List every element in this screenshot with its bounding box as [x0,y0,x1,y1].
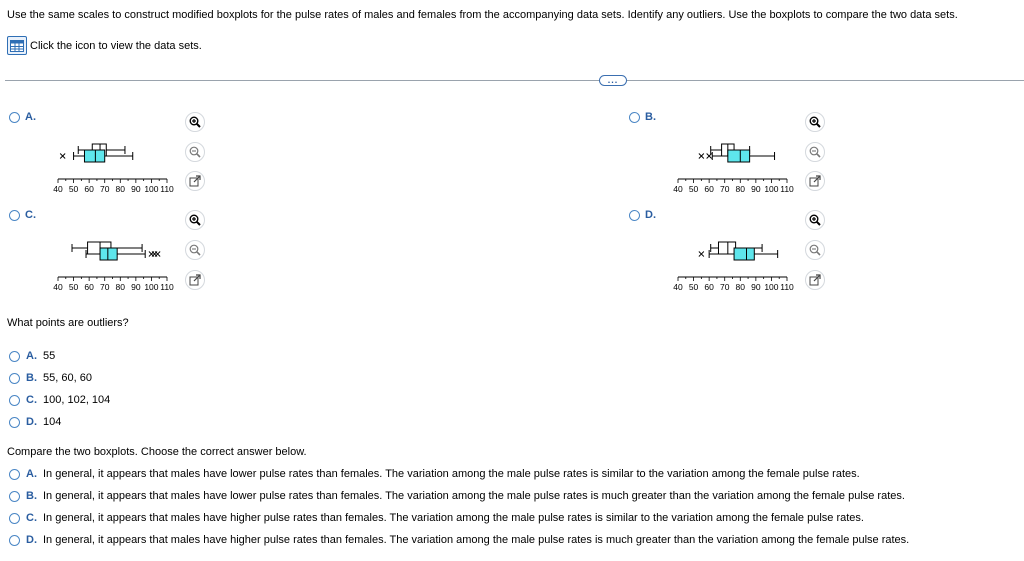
radio-button[interactable] [9,351,20,362]
view-data-sets-label[interactable]: Click the icon to view the data sets. [30,39,202,52]
tick-label: 80 [735,282,746,292]
zoom-in-icon [189,116,201,128]
option-letter: B. [26,490,37,502]
zoom-in-button[interactable] [805,112,825,132]
view-data-sets-link[interactable] [7,36,202,55]
compare-choice-a[interactable] [9,468,860,480]
outlier-question-prompt: What points are outliers? [7,317,129,329]
zoom-out-icon [809,146,821,158]
open-window-button[interactable] [185,270,205,290]
option-letter: B. [645,111,656,123]
tick-label: 100 [764,184,779,194]
option-letter: C. [26,512,37,524]
tick-label: 50 [688,184,699,194]
tick-label: 70 [99,282,110,292]
option-letter: A. [25,111,36,123]
outlier-choice-d[interactable] [9,416,61,428]
radio-button[interactable] [629,112,640,123]
radio-button[interactable] [9,417,20,428]
zoom-out-icon [189,146,201,158]
tick-label: 70 [719,282,730,292]
tick-label: 40 [53,184,63,194]
outlier-choice-c[interactable] [9,394,110,406]
zoom-out-button[interactable] [805,142,825,162]
external-link-icon [189,274,201,286]
compare-choice-b[interactable] [9,490,905,502]
tick-label: 80 [115,282,126,292]
tick-label: 60 [704,282,714,292]
choice-text: In general, it appears that males have lower pulse rates than females. The variation among the male pulse rates is much greater than the variation among the female pulse rates. [43,490,905,502]
external-link-icon [809,175,821,187]
option-letter: A. [26,350,37,362]
zoom-out-button[interactable] [805,240,825,260]
radio-button[interactable] [9,535,20,546]
choice-text: 55 [43,350,56,362]
radio-button[interactable] [9,373,20,384]
tick-label: 100 [144,184,159,194]
tick-label: 70 [99,184,110,194]
zoom-out-icon [809,244,821,256]
zoom-in-icon [809,214,821,226]
tick-label: 90 [751,282,761,292]
tick-label: 100 [144,282,159,292]
open-window-button[interactable] [805,270,825,290]
zoom-out-button[interactable] [185,240,205,260]
choice-text: 104 [43,416,62,428]
zoom-in-button[interactable] [185,112,205,132]
radio-button[interactable] [9,112,20,123]
radio-button[interactable] [629,210,640,221]
option-letter: A. [26,468,37,480]
tick-label: 90 [131,184,141,194]
tick-label: 80 [735,184,746,194]
radio-button[interactable] [9,513,20,524]
radio-button[interactable] [9,395,20,406]
box-iqr [728,150,750,162]
tick-label: 60 [84,282,94,292]
box-iqr [84,150,104,162]
choice-text: In general, it appears that males have lower pulse rates than females. The variation among the male pulse rates is similar to the variation among the female pulse rates. [43,468,860,480]
boxplot-c [50,236,184,298]
open-window-button[interactable] [805,171,825,191]
external-link-icon [189,175,201,187]
radio-button[interactable] [9,491,20,502]
tick-label: 90 [131,282,141,292]
zoom-out-icon [189,244,201,256]
tick-label: 110 [780,282,794,292]
table-icon[interactable] [7,36,27,55]
box-iqr [718,242,735,254]
box-iqr [734,248,754,260]
tick-label: 40 [673,282,683,292]
boxplot-b [670,138,804,200]
option-letter: D. [26,534,37,546]
tick-label: 50 [688,282,699,292]
zoom-out-button[interactable] [185,142,205,162]
tick-label: 100 [764,282,779,292]
tick-label: 50 [68,282,79,292]
box-iqr [100,248,117,260]
zoom-in-button[interactable] [805,210,825,230]
choice-text: 55, 60, 60 [43,372,92,384]
boxplot-option-b[interactable] [629,111,656,123]
tick-label: 80 [115,184,126,194]
tick-label: 110 [160,184,174,194]
tick-label: 40 [673,184,683,194]
tick-label: 60 [704,184,714,194]
tick-label: 110 [160,282,174,292]
choice-text: 100, 102, 104 [43,394,111,406]
section-divider [5,80,1024,81]
tick-label: 40 [53,282,63,292]
compare-choice-c[interactable] [9,512,864,524]
tick-label: 90 [751,184,761,194]
tick-label: 50 [68,184,79,194]
instructions-text: Use the same scales to construct modified boxplots for the pulse rates of males and females from the accompanying data sets. Identify any outliers. Use the boxplots to compare the two data sets. [7,9,958,21]
radio-button[interactable] [9,469,20,480]
boxplot-option-c[interactable] [9,209,36,221]
tick-label: 60 [84,184,94,194]
compare-question-prompt: Compare the two boxplots. Choose the correct answer below. [7,446,307,458]
open-window-button[interactable] [185,171,205,191]
boxplot-d [670,236,804,298]
option-letter: B. [26,372,37,384]
choice-text: In general, it appears that males have higher pulse rates than females. The variation among the male pulse rates is similar to the variation among the female pulse rates. [43,512,864,524]
boxplot-a [50,138,184,200]
boxplot-option-a[interactable] [9,111,36,123]
option-letter: D. [645,209,656,221]
more-options-button[interactable]: ... [599,75,627,86]
choice-text: In general, it appears that males have higher pulse rates than females. The variation among the male pulse rates is much greater than the variation among the female pulse rates. [43,534,910,546]
tick-label: 70 [719,184,730,194]
boxplot-option-d[interactable] [629,209,656,221]
outlier-choice-b[interactable] [9,372,92,384]
tick-label: 110 [780,184,794,194]
external-link-icon [809,274,821,286]
option-letter: D. [26,416,37,428]
option-letter: C. [26,394,37,406]
zoom-in-icon [189,214,201,226]
option-letter: C. [25,209,36,221]
compare-choice-d[interactable] [9,534,909,546]
zoom-in-button[interactable] [185,210,205,230]
radio-button[interactable] [9,210,20,221]
outlier-choice-a[interactable] [9,350,55,362]
zoom-in-icon [809,116,821,128]
